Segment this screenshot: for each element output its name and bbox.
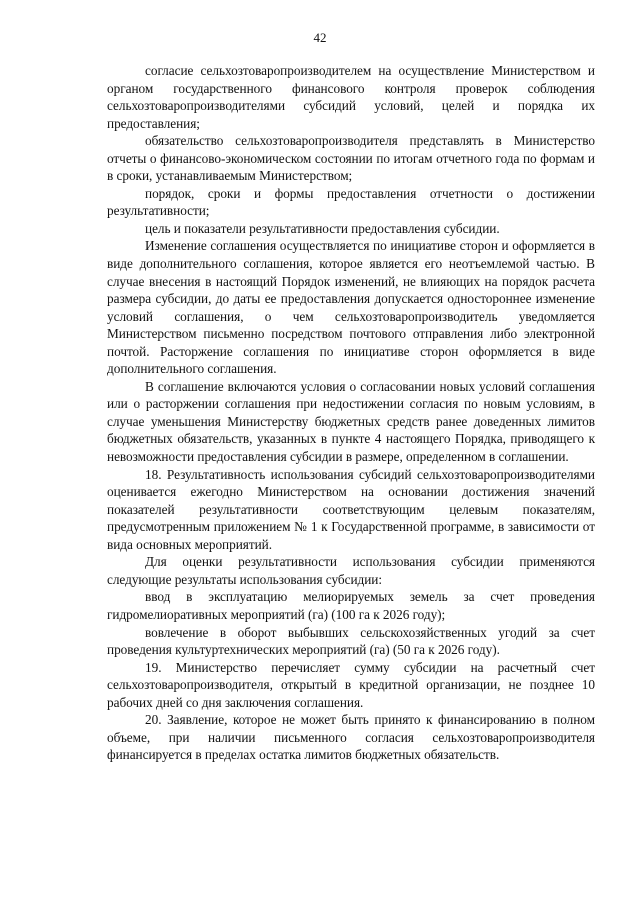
- paragraph-consent-control: согласие сельхозтоваропроизводителем на осуществление Министерством и органом государственного финансового контроля проверок соблюдения сельхозтоваропроизводителями субсидий условий, целей и порядка их предоставления;: [107, 63, 595, 131]
- page-number: 42: [313, 30, 327, 45]
- document-body: [107, 62, 595, 764]
- paragraph-reporting-obligation: обязательство сельхозтоваропроизводителя представлять в Министерство отчеты о финансово-экономическом состоянии по итогам отчетного года по формам и в сроки, устанавливаемым Министерством;: [107, 133, 595, 184]
- paragraph-result-land: вовлечение в оборот выбывших сельскохозяйственных угодий за счет проведения культуртехнических мероприятий (га) (50 га к 2026 году).: [107, 624, 595, 658]
- paragraph-item-18: 18. Результативность использования субсидий сельхозтоваропроизводителями оценивается ежегодно Министерством на основании достижения значений показателей результативности соответствующим целевым показателям, предусмотренным приложением № 1 к Государственной программе, в зависимости от вида основных мероприятий.: [107, 466, 595, 552]
- paragraph-reporting-procedure: порядок, сроки и формы предоставления отчетности о достижении результативности;: [107, 185, 595, 219]
- paragraph-agreement-conditions: В соглашение включаются условия о согласовании новых условий соглашения или о расторжении соглашения при недостижении согласия по новым условиям, в случае уменьшения Министерству бюджетных средств ранее доведенных лимитов бюджетных обязательств, указанных в пункте 4 настоящего Порядка, приводящего к невозможности предоставления субсидии в размере, определенном в соглашении.: [107, 378, 595, 465]
- paragraph-agreement-changes: Изменение соглашения осуществляется по инициативе сторон и оформляется в виде дополнительного соглашения, которое является его неотъемлемой частью. В случае внесения в настоящий Порядок изменений, не влияющих на порядок расчета размера субсидии, до даты ее предоставления допускается одностороннее изменение условий соглашения, о чем сельхозтоваропроизводитель уведомляется Министерством письменно посредством почтового отправления либо электронной почтой. Расторжение соглашения по инициативе сторон оформляется в виде дополнительного соглашения.: [107, 238, 595, 377]
- paragraph-item-20: 20. Заявление, которое не может быть принято к финансированию в полном объеме, при наличии письменного согласия сельхозтоваропроизводителя финансируется в пределах остатка лимитов бюджетных обязательств.: [107, 712, 595, 763]
- paragraph-result-irrigation: ввод в эксплуатацию мелиорируемых земель за счет проведения гидромелиоративных мероприятий (га) (100 га к 2026 году);: [107, 589, 595, 622]
- paragraph-subsidy-goals: цель и показатели результативности предоставления субсидии.: [145, 220, 500, 236]
- paragraph-item-19: 19. Министерство перечисляет сумму субсидии на расчетный счет сельхозтоваропроизводителя, открытый в кредитной организации, не позднее 10 рабочих дней со дня заключения соглашения.: [107, 659, 595, 710]
- paragraph-results-intro: Для оценки результативности использования субсидии применяются следующие результаты использования субсидии:: [107, 554, 595, 587]
